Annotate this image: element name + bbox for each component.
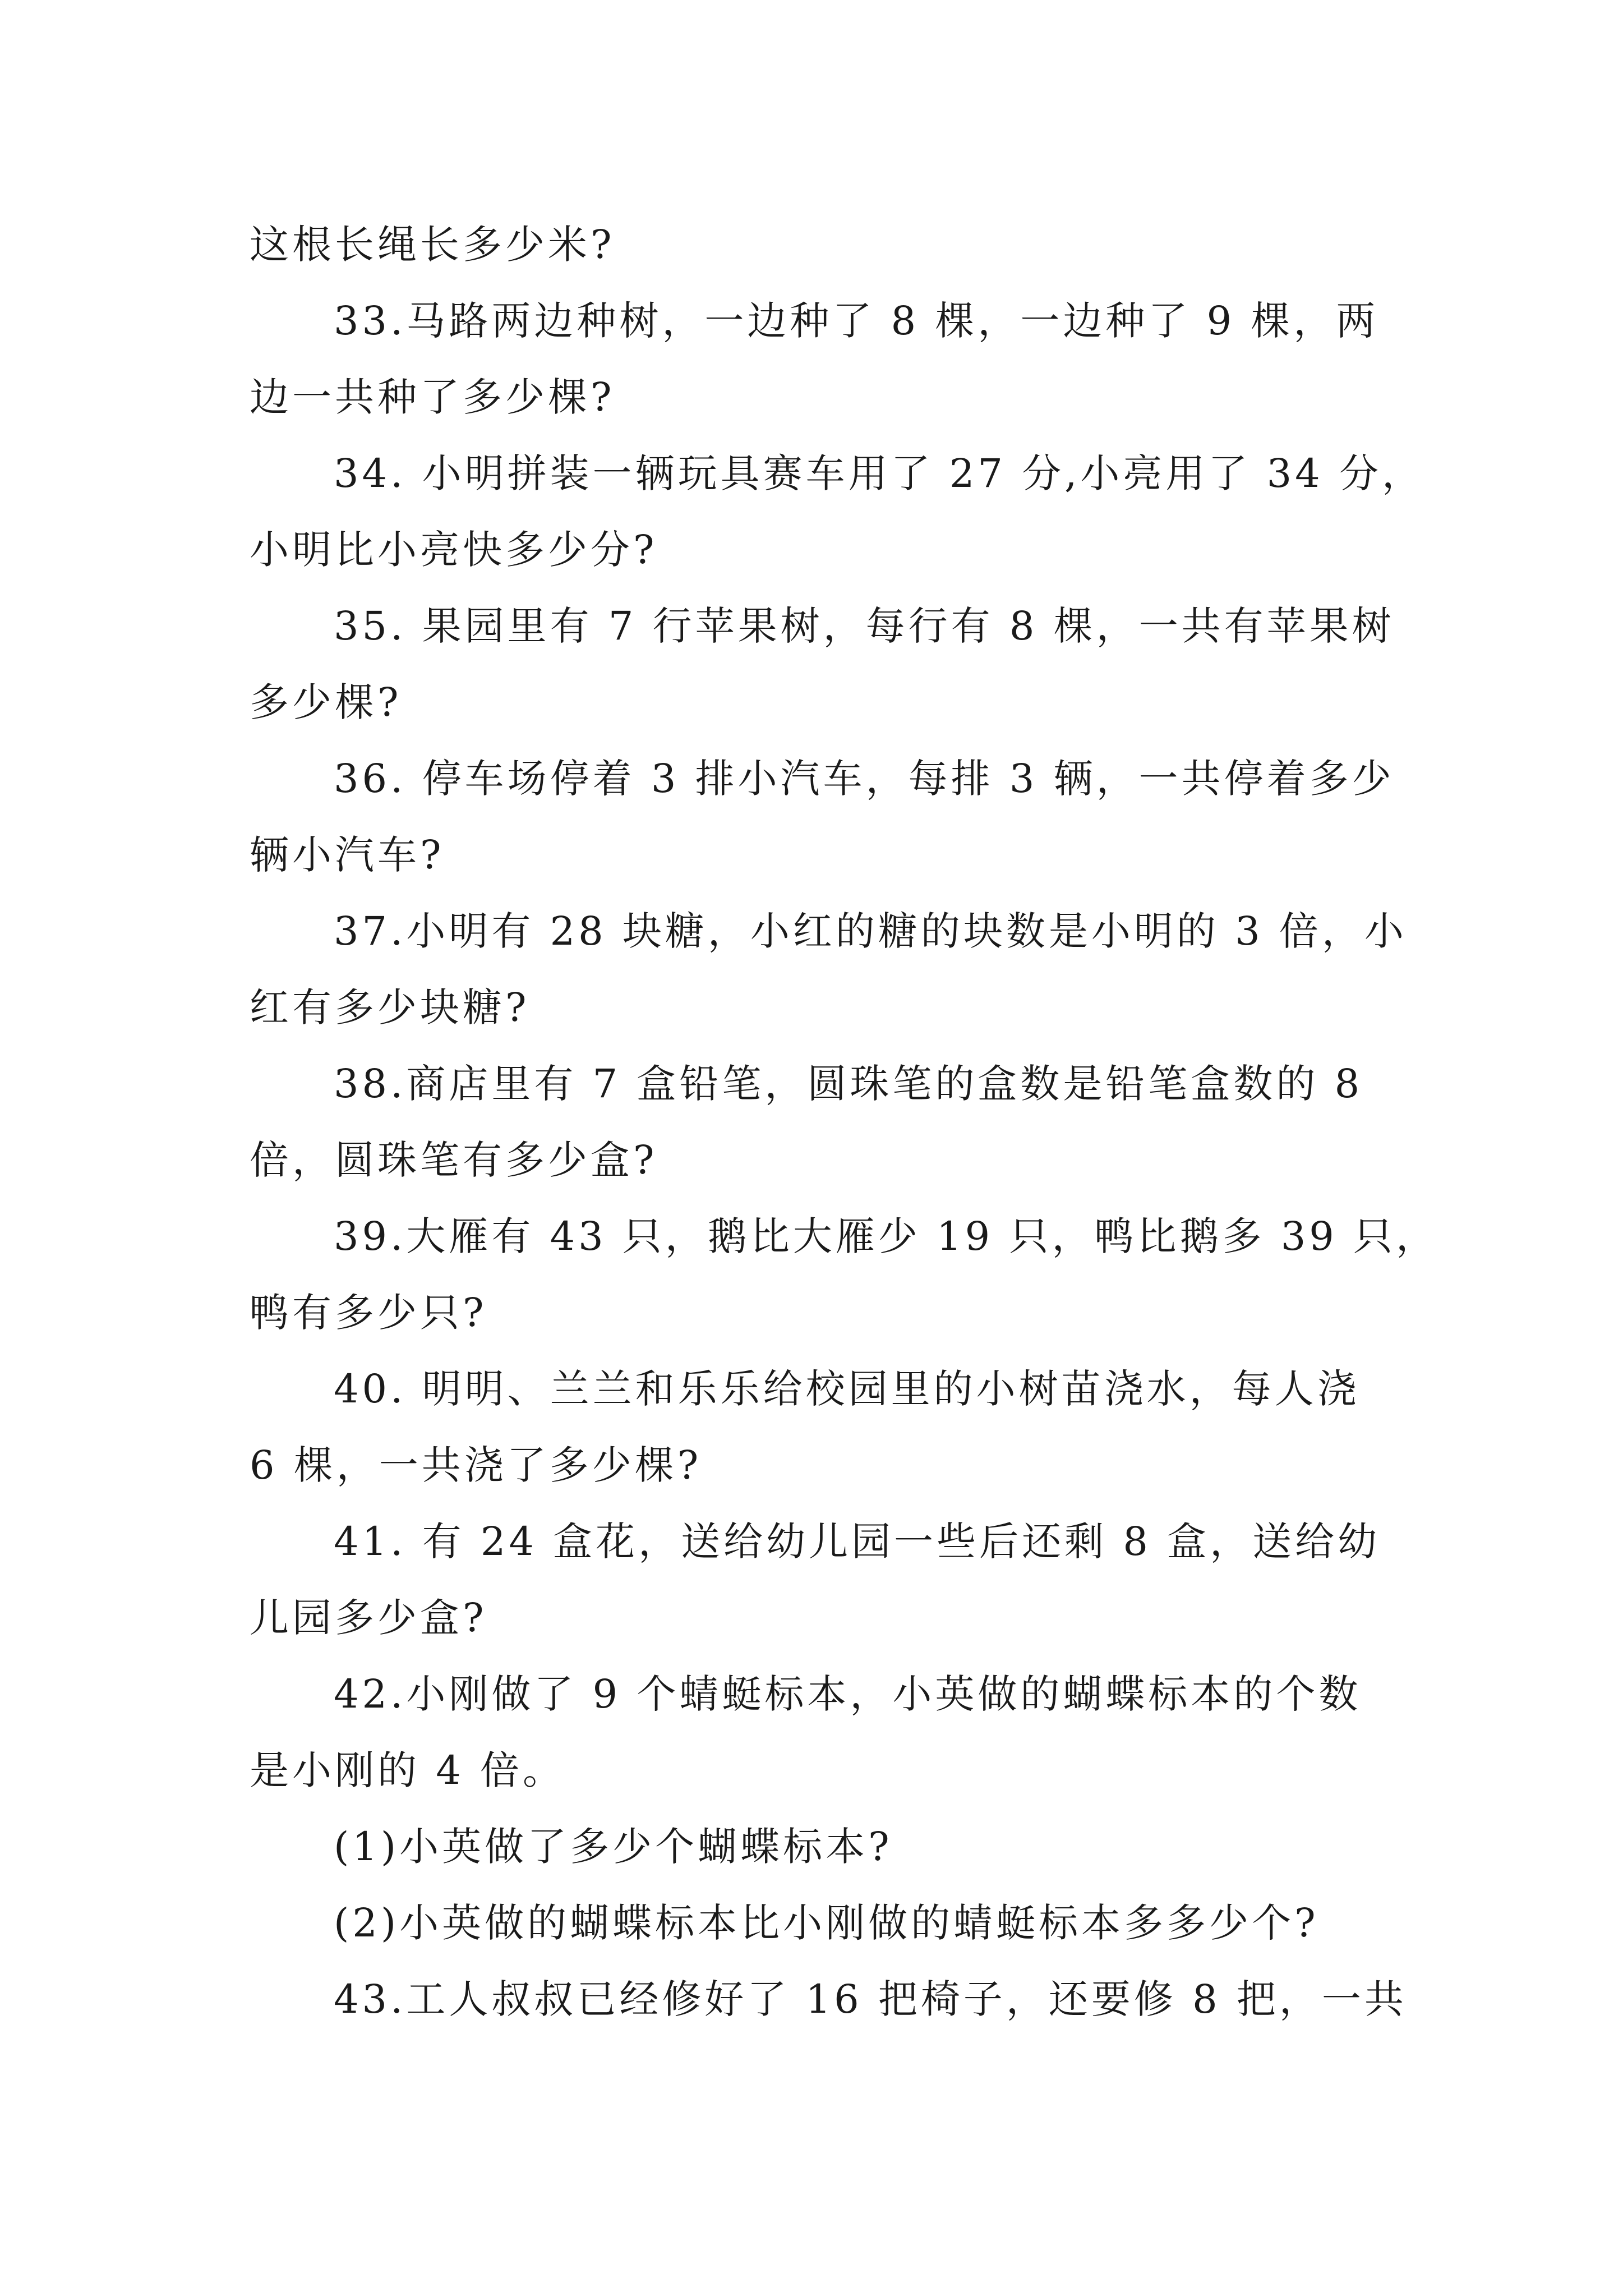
question-43-line-1: 43.工人叔叔已经修好了 16 把椅子，还要修 8 把，一共 [334,1976,1407,2022]
question-39-line-2: 鸭有多少只? [250,1290,487,1336]
question-35-line-2: 多少棵? [250,679,402,725]
question-34-line-2: 小明比小亮快多少分? [250,527,658,573]
question-35-line-1: 35. 果园里有 7 行苹果树，每行有 8 棵，一共有苹果树 [334,603,1395,649]
question-38-line-1: 38.商店里有 7 盒铅笔，圆珠笔的盒数是铅笔盒数的 8 [334,1061,1363,1107]
question-42-line-1: 42.小刚做了 9 个蜻蜓标本，小英做的蝴蝶标本的个数 [334,1671,1362,1717]
text-body [250,206,1439,2037]
question-40-line-1: 40. 明明、兰兰和乐乐给校园里的小树苗浇水，每人浇 [334,1366,1360,1412]
question-41-line-1: 41. 有 24 盒花，送给幼儿园一些后还剩 8 盒，送给幼 [334,1519,1381,1565]
question-42-part-1: (1)小英做了多少个蝴蝶标本? [334,1824,893,1870]
text-line: 这根长绳长多少米? [250,222,615,268]
question-39-line-1: 39.大雁有 43 只，鹅比大雁少 19 只，鸭比鹅多 39 只， [334,1213,1439,1259]
question-36-line-1: 36. 停车场停着 3 排小汽车，每排 3 辆，一共停着多少 [334,756,1395,802]
question-42-part-2: (2)小英做的蝴蝶标本比小刚做的蜻蜓标本多多少个? [334,1900,1319,1946]
question-37-line-1: 37.小明有 28 块糖，小红的糖的块数是小明的 3 倍，小 [334,908,1407,954]
question-41-line-2: 儿园多少盒? [250,1595,487,1641]
question-42-line-2: 是小刚的 4 倍。 [250,1747,566,1793]
question-37-line-2: 红有多少块糖? [250,984,530,1030]
question-33-line-2: 边一共种了多少棵? [250,374,615,420]
question-38-line-2: 倍，圆珠笔有多少盒? [250,1137,658,1183]
question-40-line-2: 6 棵，一共浇了多少棵? [250,1442,702,1488]
question-34-line-1: 34. 小明拼装一辆玩具赛车用了 27 分,小亮用了 34 分， [334,450,1424,496]
question-33-line-1: 33.马路两边种树，一边种了 8 棵，一边种了 9 棵，两 [334,298,1379,344]
question-36-line-2: 辆小汽车? [250,832,445,878]
